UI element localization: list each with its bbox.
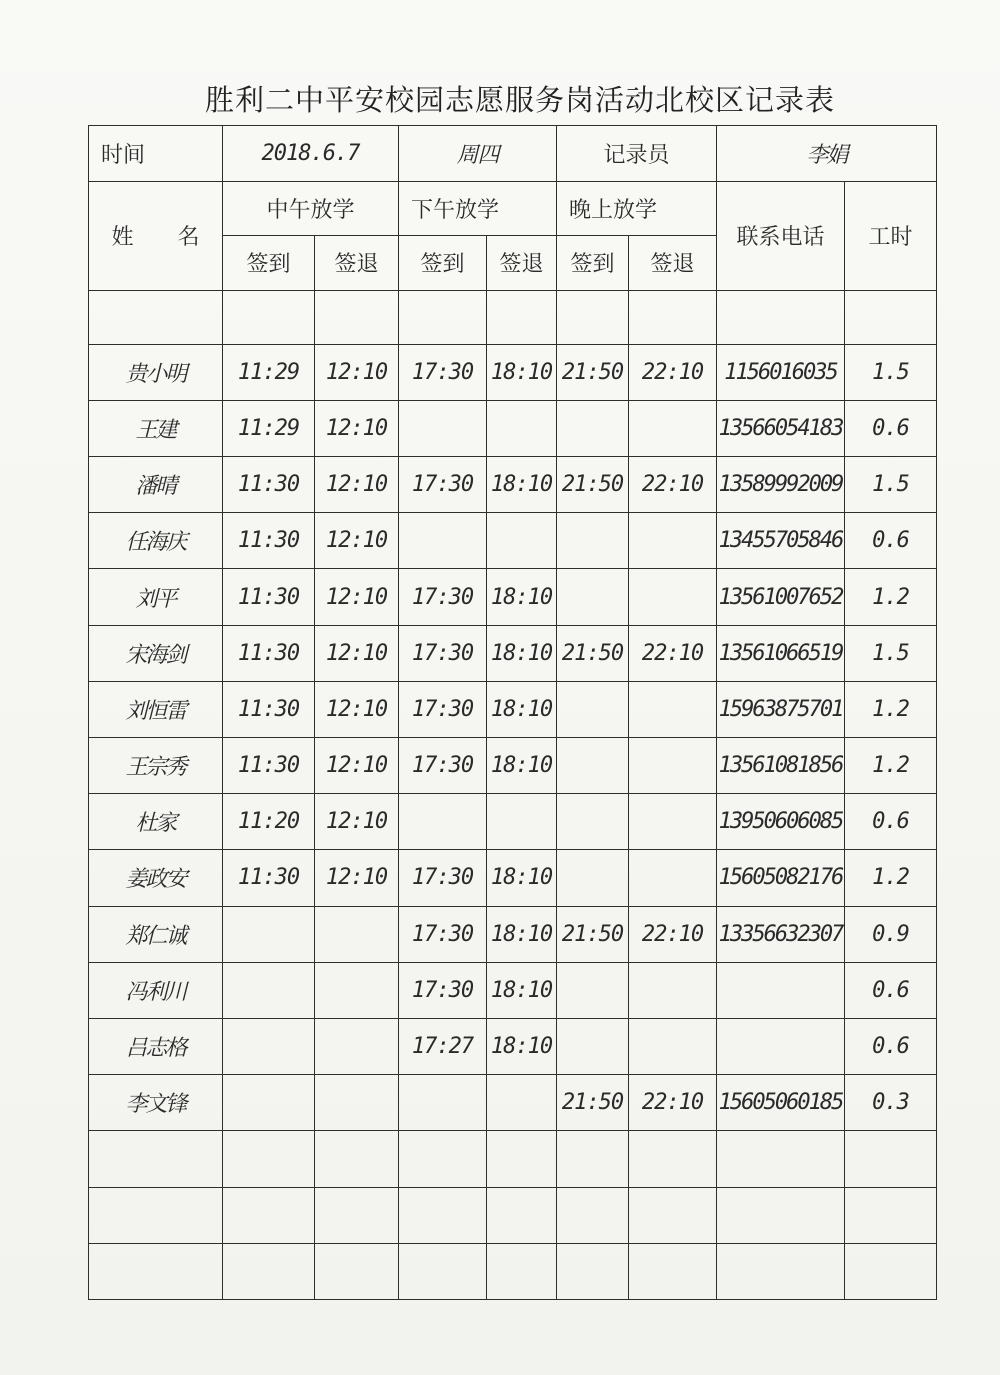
table-row bbox=[89, 457, 937, 513]
weekday-value: 周四 bbox=[399, 126, 557, 182]
noon-sign-out-cell: 12:10 bbox=[315, 457, 399, 513]
noon-sign-out-cell bbox=[315, 1243, 399, 1299]
evening-sign-in-cell bbox=[557, 794, 629, 850]
afternoon-sign-out-cell bbox=[487, 513, 557, 569]
evening-sign-out-cell: 22:10 bbox=[629, 344, 717, 400]
hours-cell: 1.2 bbox=[845, 850, 937, 906]
phone-cell bbox=[717, 1018, 845, 1074]
afternoon-sign-out-cell: 18:10 bbox=[487, 1018, 557, 1074]
noon-sign-out-cell: 12:10 bbox=[315, 625, 399, 681]
afternoon-sign-in-cell: 17:30 bbox=[399, 344, 487, 400]
evening-sign-in-cell bbox=[557, 569, 629, 625]
table-row bbox=[89, 794, 937, 850]
table-row bbox=[89, 1187, 937, 1243]
phone-cell: 13356632307 bbox=[717, 906, 845, 962]
name-cell: 冯利川 bbox=[89, 962, 223, 1018]
name-cell: 姜政安 bbox=[89, 850, 223, 906]
form-title: 胜利二中平安校园志愿服务岗活动北校区记录表 bbox=[204, 83, 835, 117]
noon-sign-in-cell: 11:30 bbox=[223, 625, 315, 681]
hours-cell: 0.3 bbox=[845, 1075, 937, 1131]
evening-sign-in-cell: 21:50 bbox=[557, 1075, 629, 1131]
name-cell: 刘平 bbox=[89, 569, 223, 625]
name-cell: 任海庆 bbox=[89, 513, 223, 569]
evening-sign-out-cell bbox=[629, 1187, 717, 1243]
afternoon-sign-out-cell: 18:10 bbox=[487, 457, 557, 513]
phone-cell bbox=[717, 290, 845, 344]
noon-sign-out-cell: 12:10 bbox=[315, 569, 399, 625]
phone-cell bbox=[717, 962, 845, 1018]
phone-cell bbox=[717, 1131, 845, 1187]
evening-sign-out-cell bbox=[629, 962, 717, 1018]
afternoon-sign-in-cell: 17:27 bbox=[399, 1018, 487, 1074]
afternoon-sign-in-cell: 17:30 bbox=[399, 625, 487, 681]
evening-sign-out-cell bbox=[629, 290, 717, 344]
evening-sign-in-cell bbox=[557, 1131, 629, 1187]
evening-sign-out-cell: 22:10 bbox=[629, 457, 717, 513]
noon-sign-out-cell bbox=[315, 1018, 399, 1074]
table-row bbox=[89, 1243, 937, 1299]
phone-cell: 1156016035 bbox=[717, 344, 845, 400]
afternoon-sign-in-cell bbox=[399, 1131, 487, 1187]
afternoon-sign-in-cell bbox=[399, 794, 487, 850]
hours-cell: 1.2 bbox=[845, 681, 937, 737]
afternoon-sign-out-cell: 18:10 bbox=[487, 850, 557, 906]
recorder-signature: 李娟 bbox=[717, 126, 937, 182]
table-row bbox=[89, 625, 937, 681]
afternoon-sign-out-cell bbox=[487, 290, 557, 344]
afternoon-sign-out-cell bbox=[487, 400, 557, 456]
afternoon-sign-in-cell bbox=[399, 513, 487, 569]
noon-sign-in-cell bbox=[223, 290, 315, 344]
phone-cell: 15963875701 bbox=[717, 681, 845, 737]
noon-sign-out-cell: 12:10 bbox=[315, 681, 399, 737]
noon-sign-out-cell bbox=[315, 962, 399, 1018]
hours-cell: 1.5 bbox=[845, 457, 937, 513]
afternoon-sign-in-cell bbox=[399, 1243, 487, 1299]
name-cell: 杜家 bbox=[89, 794, 223, 850]
table-row bbox=[89, 738, 937, 794]
noon-sign-in-cell bbox=[223, 1075, 315, 1131]
phone-cell: 13950606085 bbox=[717, 794, 845, 850]
name-cell bbox=[89, 1187, 223, 1243]
noon-sign-out-cell bbox=[315, 290, 399, 344]
noon-sign-out-cell bbox=[315, 906, 399, 962]
evening-sign-in-cell bbox=[557, 850, 629, 906]
afternoon-sign-out-cell: 18:10 bbox=[487, 906, 557, 962]
afternoon-sign-out-cell: 18:10 bbox=[487, 681, 557, 737]
evening-sign-out-cell bbox=[629, 513, 717, 569]
afternoon-sign-out-cell bbox=[487, 1075, 557, 1131]
noon-sign-out-cell: 12:10 bbox=[315, 794, 399, 850]
hours-cell: 0.6 bbox=[845, 962, 937, 1018]
noon-sign-in-header: 签到 bbox=[223, 236, 315, 290]
afternoon-sign-in-header: 签到 bbox=[399, 236, 487, 290]
evening-sign-in-cell bbox=[557, 738, 629, 794]
evening-sign-in-header: 签到 bbox=[557, 236, 629, 290]
noon-sign-out-cell bbox=[315, 1075, 399, 1131]
hours-cell: 1.2 bbox=[845, 738, 937, 794]
hours-cell bbox=[845, 1243, 937, 1299]
afternoon-sign-in-cell bbox=[399, 290, 487, 344]
hours-cell: 1.2 bbox=[845, 569, 937, 625]
phone-cell: 13589992009 bbox=[717, 457, 845, 513]
hours-cell bbox=[845, 290, 937, 344]
evening-sign-out-cell: 22:10 bbox=[629, 906, 717, 962]
name-cell bbox=[89, 1131, 223, 1187]
afternoon-sign-out-cell bbox=[487, 1243, 557, 1299]
evening-sign-in-cell: 21:50 bbox=[557, 457, 629, 513]
noon-sign-out-cell: 12:10 bbox=[315, 513, 399, 569]
header-info-row bbox=[89, 126, 937, 182]
table-row bbox=[89, 681, 937, 737]
noon-sign-out-cell bbox=[315, 1131, 399, 1187]
hours-cell: 0.9 bbox=[845, 906, 937, 962]
evening-sign-out-cell bbox=[629, 681, 717, 737]
afternoon-sign-out-cell bbox=[487, 1131, 557, 1187]
afternoon-sign-in-cell bbox=[399, 1075, 487, 1131]
table-row bbox=[89, 962, 937, 1018]
noon-sign-in-cell: 11:30 bbox=[223, 681, 315, 737]
hours-cell: 0.6 bbox=[845, 400, 937, 456]
phone-cell: 13561066519 bbox=[717, 625, 845, 681]
table-row bbox=[89, 513, 937, 569]
afternoon-sign-out-cell bbox=[487, 1187, 557, 1243]
evening-sign-in-cell bbox=[557, 400, 629, 456]
name-cell bbox=[89, 1243, 223, 1299]
afternoon-sign-in-cell: 17:30 bbox=[399, 457, 487, 513]
phone-cell: 15605060185 bbox=[717, 1075, 845, 1131]
afternoon-sign-in-cell: 17:30 bbox=[399, 569, 487, 625]
hours-cell: 0.6 bbox=[845, 513, 937, 569]
table-row bbox=[89, 400, 937, 456]
evening-sign-in-cell bbox=[557, 513, 629, 569]
afternoon-sign-out-cell: 18:10 bbox=[487, 344, 557, 400]
evening-sign-out-cell: 22:10 bbox=[629, 1075, 717, 1131]
afternoon-sign-out-cell: 18:10 bbox=[487, 625, 557, 681]
evening-sign-out-cell bbox=[629, 400, 717, 456]
table-row bbox=[89, 1075, 937, 1131]
phone-cell bbox=[717, 1243, 845, 1299]
evening-sign-in-cell: 21:50 bbox=[557, 344, 629, 400]
noon-sign-out-cell: 12:10 bbox=[315, 738, 399, 794]
evening-sign-out-cell bbox=[629, 1243, 717, 1299]
noon-sign-out-cell: 12:10 bbox=[315, 344, 399, 400]
noon-sign-in-cell: 11:30 bbox=[223, 738, 315, 794]
name-cell: 潘晴 bbox=[89, 457, 223, 513]
table-row bbox=[89, 906, 937, 962]
phone-cell: 13455705846 bbox=[717, 513, 845, 569]
name-cell: 吕志格 bbox=[89, 1018, 223, 1074]
phone-header: 联系电话 bbox=[717, 182, 845, 290]
evening-sign-out-cell bbox=[629, 569, 717, 625]
phone-cell: 15605082176 bbox=[717, 850, 845, 906]
column-group-row bbox=[89, 182, 937, 236]
evening-sign-in-cell bbox=[557, 681, 629, 737]
afternoon-sign-in-cell: 17:30 bbox=[399, 962, 487, 1018]
evening-sign-in-cell bbox=[557, 1018, 629, 1074]
noon-sign-in-cell bbox=[223, 1018, 315, 1074]
noon-sign-in-cell bbox=[223, 1187, 315, 1243]
noon-sign-out-cell bbox=[315, 1187, 399, 1243]
table-row bbox=[89, 1131, 937, 1187]
phone-cell: 13566054183 bbox=[717, 400, 845, 456]
noon-sign-in-cell bbox=[223, 962, 315, 1018]
noon-sign-in-cell: 11:29 bbox=[223, 344, 315, 400]
name-cell: 贵小明 bbox=[89, 344, 223, 400]
table-row bbox=[89, 569, 937, 625]
table-row bbox=[89, 344, 937, 400]
evening-sign-out-header: 签退 bbox=[629, 236, 717, 290]
evening-sign-out-cell bbox=[629, 1131, 717, 1187]
noon-sign-in-cell bbox=[223, 1131, 315, 1187]
hours-cell bbox=[845, 1187, 937, 1243]
evening-sign-in-cell bbox=[557, 962, 629, 1018]
noon-sign-in-cell: 11:30 bbox=[223, 569, 315, 625]
evening-sign-in-cell bbox=[557, 1243, 629, 1299]
noon-sign-in-cell bbox=[223, 1243, 315, 1299]
name-cell: 李文锋 bbox=[89, 1075, 223, 1131]
noon-sign-in-cell bbox=[223, 906, 315, 962]
noon-sign-in-cell: 11:20 bbox=[223, 794, 315, 850]
name-cell: 王宗秀 bbox=[89, 738, 223, 794]
evening-sign-out-cell: 22:10 bbox=[629, 625, 717, 681]
time-label: 时间 bbox=[89, 126, 223, 182]
afternoon-sign-out-header: 签退 bbox=[487, 236, 557, 290]
name-cell: 宋海剑 bbox=[89, 625, 223, 681]
afternoon-sign-in-cell bbox=[399, 1187, 487, 1243]
afternoon-sign-out-cell: 18:10 bbox=[487, 738, 557, 794]
afternoon-header: 下午放学 bbox=[399, 182, 557, 236]
hours-cell: 1.5 bbox=[845, 625, 937, 681]
hours-header: 工时 bbox=[845, 182, 937, 290]
afternoon-sign-in-cell: 17:30 bbox=[399, 738, 487, 794]
noon-sign-in-cell: 11:29 bbox=[223, 400, 315, 456]
noon-sign-in-cell: 11:30 bbox=[223, 850, 315, 906]
name-header: 姓 名 bbox=[89, 182, 223, 290]
evening-sign-in-cell: 21:50 bbox=[557, 625, 629, 681]
afternoon-sign-in-cell: 17:30 bbox=[399, 906, 487, 962]
noon-sign-out-cell: 12:10 bbox=[315, 850, 399, 906]
afternoon-sign-in-cell: 17:30 bbox=[399, 681, 487, 737]
name-cell: 王建 bbox=[89, 400, 223, 456]
phone-cell: 13561081856 bbox=[717, 738, 845, 794]
hours-cell: 1.5 bbox=[845, 344, 937, 400]
record-table bbox=[88, 125, 937, 1300]
afternoon-sign-out-cell: 18:10 bbox=[487, 569, 557, 625]
name-cell: 刘恒雷 bbox=[89, 681, 223, 737]
hours-cell: 0.6 bbox=[845, 1018, 937, 1074]
afternoon-sign-out-cell bbox=[487, 794, 557, 850]
evening-header: 晚上放学 bbox=[557, 182, 717, 236]
name-cell: 郑仁诚 bbox=[89, 906, 223, 962]
table-row bbox=[89, 850, 937, 906]
phone-cell bbox=[717, 1187, 845, 1243]
table-row bbox=[89, 290, 937, 344]
evening-sign-out-cell bbox=[629, 794, 717, 850]
evening-sign-out-cell bbox=[629, 738, 717, 794]
noon-sign-out-header: 签退 bbox=[315, 236, 399, 290]
noon-header: 中午放学 bbox=[223, 182, 399, 236]
hours-cell: 0.6 bbox=[845, 794, 937, 850]
afternoon-sign-out-cell: 18:10 bbox=[487, 962, 557, 1018]
phone-cell: 13561007652 bbox=[717, 569, 845, 625]
afternoon-sign-in-cell: 17:30 bbox=[399, 850, 487, 906]
afternoon-sign-in-cell bbox=[399, 400, 487, 456]
evening-sign-out-cell bbox=[629, 1018, 717, 1074]
noon-sign-in-cell: 11:30 bbox=[223, 513, 315, 569]
evening-sign-in-cell bbox=[557, 290, 629, 344]
recorder-label: 记录员 bbox=[557, 126, 717, 182]
evening-sign-in-cell: 21:50 bbox=[557, 906, 629, 962]
date-value: 2018.6.7 bbox=[223, 126, 399, 182]
name-cell bbox=[89, 290, 223, 344]
table-row bbox=[89, 1018, 937, 1074]
noon-sign-in-cell: 11:30 bbox=[223, 457, 315, 513]
evening-sign-out-cell bbox=[629, 850, 717, 906]
noon-sign-out-cell: 12:10 bbox=[315, 400, 399, 456]
evening-sign-in-cell bbox=[557, 1187, 629, 1243]
hours-cell bbox=[845, 1131, 937, 1187]
